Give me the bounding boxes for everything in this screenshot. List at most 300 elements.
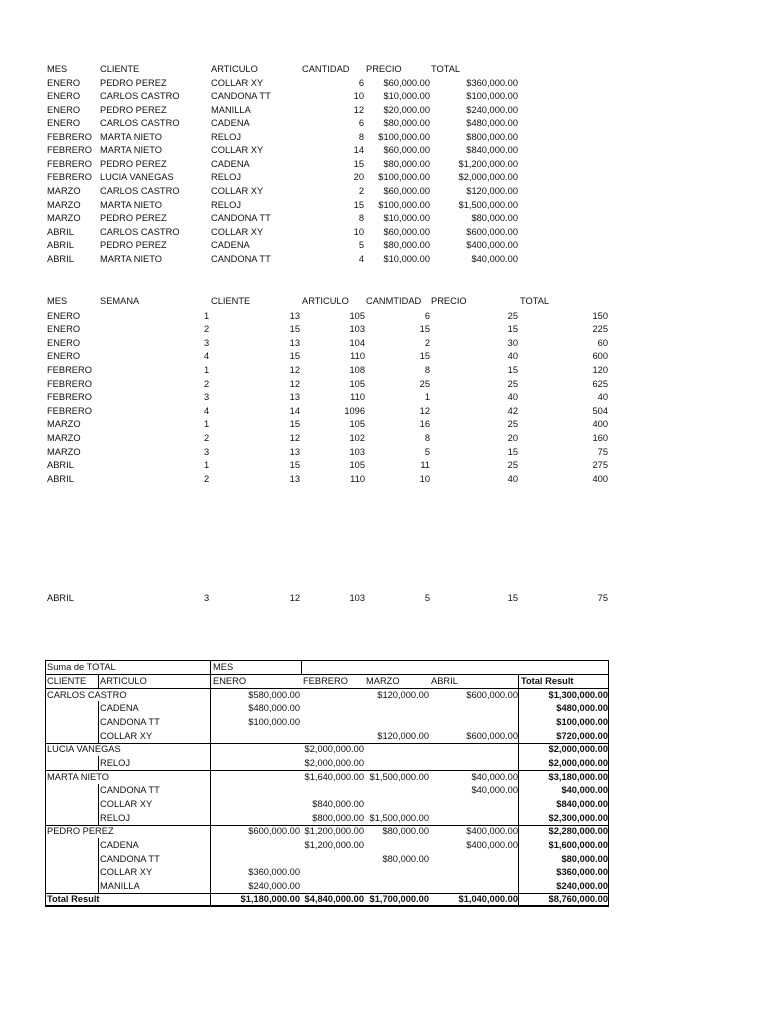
table2-header (0, 295, 768, 308)
cell-cantidad: 8 (358, 213, 364, 224)
cell-cantidad: 15 (353, 158, 364, 169)
cell-articulo: COLLAR XY (211, 145, 264, 156)
cell-mes: ENERO (47, 351, 81, 362)
table1-row (0, 90, 768, 103)
t2-header-cantidad: CANMTIDAD (366, 296, 422, 306)
pivot-grand-total-row (45, 893, 609, 907)
cell-articulo: 108 (349, 364, 365, 375)
cell-mes: MARZO (47, 419, 81, 430)
pivot-cell-febrero: $2,000,000.00 (304, 757, 364, 768)
cell-cliente: PEDRO PEREZ (100, 104, 167, 115)
t2-header-total: TOTAL (520, 296, 550, 306)
cell-cantidad: 12 (353, 104, 364, 115)
cell-mes: ABRIL (47, 460, 74, 471)
table2-row (0, 364, 768, 377)
cell-total: 160 (592, 432, 608, 443)
cell-precio: 15 (507, 593, 518, 603)
pivot-cell-febrero: $2,000,000.00 (304, 744, 364, 755)
cell-precio: $10,000.00 (383, 253, 430, 264)
cell-articulo: CANDONA TT (211, 253, 271, 264)
table2-row (0, 432, 768, 445)
cell-total: 504 (592, 405, 608, 416)
cell-mes: FEBRERO (47, 378, 92, 389)
cell-mes: MARZO (47, 186, 81, 197)
cell-semana: 3 (204, 337, 210, 348)
cell-cantidad: 5 (358, 240, 364, 251)
pivot-cell-enero: $240,000.00 (248, 880, 300, 891)
pivot-row (45, 730, 609, 744)
pivot-cell-articulo: RELOJ (100, 812, 130, 823)
pivot-grand-total-total: $8,760,000.00 (548, 894, 608, 904)
cell-cantidad: 10 (419, 473, 430, 484)
pivot-row (45, 757, 609, 771)
pivot-row (45, 853, 609, 867)
table2-row (0, 378, 768, 391)
cell-articulo: 110 (350, 351, 365, 362)
cell-cantidad: 5 (424, 593, 430, 603)
cell-cliente: 12 (289, 432, 300, 443)
pivot-cell-articulo: MANILLA (100, 880, 140, 891)
pivot-cell-febrero: $1,640,000.00 (304, 771, 364, 782)
cell-mes: ABRIL (47, 226, 74, 237)
cell-cantidad: 6 (424, 310, 430, 321)
cell-total: 75 (597, 593, 608, 603)
cell-mes: ENERO (47, 118, 81, 129)
pivot-table (45, 660, 609, 906)
pivot-title: Suma de TOTAL (47, 661, 116, 672)
cell-semana: 3 (204, 392, 210, 403)
pivot-row (45, 825, 609, 839)
cell-cliente: MARTA NIETO (100, 253, 162, 264)
table2-row (0, 350, 768, 363)
pivot-header-abril: ABRIL (431, 675, 458, 686)
pivot-header-total-result: Total Result (521, 675, 574, 686)
pivot-cell-articulo: COLLAR XY (100, 730, 153, 741)
table2-row (0, 418, 768, 431)
pivot-header-marzo: MARZO (366, 675, 400, 686)
cell-precio: 15 (507, 446, 518, 457)
cell-articulo: CADENA (211, 118, 250, 129)
cell-mes: ENERO (47, 91, 81, 102)
cell-cantidad: 8 (424, 432, 430, 443)
cell-articulo: COLLAR XY (211, 186, 264, 197)
pivot-cell-articulo: COLLAR XY (100, 798, 153, 809)
pivot-row (45, 716, 609, 730)
t2-header-articulo: ARTICULO (302, 296, 349, 306)
cell-mes: ENERO (47, 337, 81, 348)
cell-cantidad: 14 (353, 145, 364, 156)
cell-cliente: 15 (289, 324, 300, 335)
cell-cliente: 13 (289, 310, 300, 321)
pivot-cell-febrero: $1,200,000.00 (304, 839, 364, 850)
pivot-cell-enero: $360,000.00 (248, 867, 300, 878)
cell-mes: FEBRERO (47, 364, 92, 375)
cell-mes: MARZO (47, 446, 81, 457)
cell-mes: ABRIL (47, 473, 74, 484)
pivot-cell-total: $2,300,000.00 (548, 812, 608, 823)
cell-articulo: RELOJ (211, 199, 241, 210)
pivot-cell-febrero: $800,000.00 (312, 812, 364, 823)
table1-row (0, 131, 768, 144)
cell-cliente: LUCIA VANEGAS (100, 172, 174, 183)
table1-header (0, 63, 768, 76)
cell-cliente: 15 (289, 460, 300, 471)
pivot-header-articulo: ARTICULO (100, 675, 147, 686)
cell-articulo: COLLAR XY (211, 77, 264, 88)
cell-cliente: CARLOS CASTRO (100, 186, 180, 197)
pivot-cell-articulo: COLLAR XY (100, 867, 153, 878)
cell-cliente: 13 (289, 473, 300, 484)
cell-mes: ENERO (47, 77, 81, 88)
cell-mes: ABRIL (47, 253, 74, 264)
cell-cliente: PEDRO PEREZ (100, 240, 167, 251)
pivot-cell-total: $2,000,000.00 (548, 757, 608, 768)
pivot-mes-label: MES (213, 661, 234, 672)
cell-precio: $100,000.00 (378, 131, 430, 142)
pivot-cell-total: $2,000,000.00 (548, 744, 608, 755)
cell-articulo: COLLAR XY (211, 226, 264, 237)
cell-cantidad: 4 (358, 253, 364, 264)
cell-articulo: 110 (350, 392, 365, 403)
cell-precio: 40 (507, 392, 518, 403)
table1-row (0, 104, 768, 117)
pivot-row (45, 880, 609, 894)
cell-total: 625 (592, 378, 608, 389)
t1-header-articulo: ARTICULO (211, 64, 258, 74)
cell-cantidad: 15 (353, 199, 364, 210)
cell-total: $400,000.00 (466, 240, 518, 251)
pivot-cell-marzo: $120,000.00 (377, 730, 429, 741)
cell-cantidad: 11 (420, 460, 430, 471)
t1-header-precio: PRECIO (366, 64, 402, 74)
cell-mes: ENERO (47, 104, 81, 115)
cell-cantidad: 8 (424, 364, 430, 375)
pivot-grand-total-abril: $1,040,000.00 (458, 894, 518, 904)
pivot-cell-abril: $400,000.00 (466, 839, 518, 850)
pivot-cell-marzo: $80,000.00 (382, 826, 429, 837)
t1-header-mes: MES (47, 64, 68, 74)
cell-semana: 1 (204, 364, 210, 375)
cell-articulo: RELOJ (211, 172, 241, 183)
cell-mes: ENERO (47, 324, 81, 335)
pivot-cell-abril: $400,000.00 (466, 826, 518, 837)
t2-header-semana: SEMANA (100, 296, 140, 306)
pivot-cell-articulo: CADENA (100, 703, 139, 714)
table1-row (0, 212, 768, 225)
pivot-cell-abril: $600,000.00 (466, 689, 518, 700)
cell-cliente: CARLOS CASTRO (100, 91, 180, 102)
pivot-cell-articulo: CADENA (100, 839, 139, 850)
cell-mes: FEBRERO (47, 392, 92, 403)
pivot-header-row (45, 675, 609, 689)
cell-mes: ENERO (47, 310, 81, 321)
pivot-header-febrero: FEBRERO (303, 675, 348, 686)
cell-cantidad: 2 (424, 337, 430, 348)
table2-row (0, 391, 768, 404)
cell-articulo: 110 (350, 473, 365, 484)
pivot-cell-total: $2,280,000.00 (548, 826, 608, 837)
cell-precio: $60,000.00 (383, 77, 430, 88)
cell-cliente: PEDRO PEREZ (100, 213, 167, 224)
pivot-cell-enero: $100,000.00 (248, 716, 300, 727)
cell-articulo: CANDONA TT (211, 91, 271, 102)
cell-precio: $80,000.00 (383, 158, 430, 169)
cell-articulo: 103 (349, 324, 365, 335)
cell-cliente: 15 (289, 351, 300, 362)
cell-semana: 4 (204, 405, 210, 416)
cell-total: 75 (597, 446, 608, 457)
cell-precio: 15 (507, 364, 518, 375)
pivot-cell-total: $1,600,000.00 (548, 839, 608, 850)
table2-row (0, 459, 768, 472)
pivot-cell-articulo: RELOJ (100, 757, 130, 768)
pivot-cell-total: $80,000.00 (561, 853, 608, 864)
cell-cliente: MARTA NIETO (100, 131, 162, 142)
cell-semana: 2 (204, 324, 210, 335)
cell-semana: 2 (204, 473, 210, 484)
cell-cantidad: 5 (424, 446, 430, 457)
cell-semana: 3 (204, 446, 210, 457)
pivot-header-enero: ENERO (213, 675, 247, 686)
cell-articulo: CADENA (211, 158, 250, 169)
table2-row (0, 337, 768, 350)
pivot-cell-cliente: PEDRO PEREZ (47, 826, 114, 837)
cell-precio: 40 (507, 351, 518, 362)
cell-precio: $20,000.00 (383, 104, 430, 115)
pivot-cell-total: $3,180,000.00 (548, 771, 608, 782)
cell-precio: 25 (507, 419, 518, 430)
cell-cliente: CARLOS CASTRO (100, 118, 180, 129)
pivot-row (45, 689, 609, 703)
cell-cantidad: 2 (358, 186, 364, 197)
cell-mes: MARZO (47, 432, 81, 443)
cell-total: $480,000.00 (466, 118, 518, 129)
cell-cliente: MARTA NIETO (100, 145, 162, 156)
pivot-grand-total-label: Total Result (47, 894, 100, 904)
cell-semana: 2 (204, 378, 210, 389)
cell-cliente: 14 (289, 405, 300, 416)
pivot-row (45, 784, 609, 798)
table1-row (0, 158, 768, 171)
t1-header-cantidad: CANTIDAD (302, 64, 350, 74)
cell-total: 400 (592, 419, 608, 430)
cell-total: $120,000.00 (466, 186, 518, 197)
cell-cliente: 13 (289, 446, 300, 457)
cell-semana: 3 (204, 593, 210, 603)
pivot-title-row (45, 661, 609, 675)
table2-row (0, 473, 768, 486)
cell-precio: $60,000.00 (383, 186, 430, 197)
table2-row (0, 405, 768, 418)
pivot-cell-articulo: CANDONA TT (100, 716, 160, 727)
pivot-cell-marzo: $120,000.00 (377, 689, 429, 700)
cell-mes: FEBRERO (47, 172, 92, 183)
pivot-row (45, 866, 609, 880)
cell-mes: FEBRERO (47, 158, 92, 169)
cell-cliente: 13 (289, 337, 300, 348)
cell-articulo: 103 (349, 446, 365, 457)
pivot-row (45, 743, 609, 757)
cell-mes: FEBRERO (47, 145, 92, 156)
cell-total: $360,000.00 (466, 77, 518, 88)
cell-total: $100,000.00 (466, 91, 518, 102)
cell-cliente: MARTA NIETO (100, 199, 162, 210)
cell-precio: 15 (507, 324, 518, 335)
cell-articulo: CADENA (211, 240, 250, 251)
cell-cantidad: 10 (353, 226, 364, 237)
table1-row (0, 185, 768, 198)
pivot-cell-total: $100,000.00 (556, 716, 608, 727)
t2-header-mes: MES (47, 296, 68, 306)
cell-articulo: 104 (349, 337, 365, 348)
cell-articulo: MANILLA (211, 104, 251, 115)
pivot-grand-total-enero: $1,180,000.00 (240, 894, 300, 904)
cell-total: $800,000.00 (466, 131, 518, 142)
t1-header-total: TOTAL (431, 64, 461, 74)
cell-precio: 20 (507, 432, 518, 443)
pivot-cell-enero: $600,000.00 (248, 826, 300, 837)
cell-total: $80,000.00 (471, 213, 518, 224)
cell-semana: 1 (204, 460, 210, 471)
cell-cantidad: 10 (353, 91, 364, 102)
cell-total: $40,000.00 (471, 253, 518, 264)
cell-cantidad: 25 (419, 378, 430, 389)
pivot-row (45, 702, 609, 716)
pivot-cell-cliente: MARTA NIETO (47, 771, 109, 782)
cell-semana: 4 (204, 351, 210, 362)
cell-cliente: 12 (289, 378, 300, 389)
pivot-row (45, 771, 609, 785)
cell-precio: $80,000.00 (383, 118, 430, 129)
pivot-cell-enero: $580,000.00 (248, 689, 300, 700)
pivot-row (45, 798, 609, 812)
cell-precio: $10,000.00 (383, 91, 430, 102)
pivot-cell-total: $360,000.00 (556, 867, 608, 878)
table2-row (0, 446, 768, 459)
pivot-header-cliente: CLIENTE (47, 675, 87, 686)
cell-total: $2,000,000.00 (458, 172, 518, 183)
cell-total: 275 (592, 460, 608, 471)
cell-total: 60 (597, 337, 608, 348)
pivot-cell-febrero: $1,200,000.00 (304, 826, 364, 837)
cell-articulo: 105 (349, 378, 365, 389)
cell-cantidad: 12 (419, 405, 430, 416)
cell-total: $600,000.00 (466, 226, 518, 237)
cell-cantidad: 1 (424, 392, 430, 403)
cell-cantidad: 15 (419, 324, 430, 335)
cell-total: $1,500,000.00 (458, 199, 518, 210)
table2-extra-row (0, 592, 768, 605)
cell-precio: 25 (507, 378, 518, 389)
cell-precio: 25 (507, 460, 518, 471)
pivot-cell-total: $240,000.00 (556, 880, 608, 891)
cell-cliente: 12 (289, 364, 300, 375)
cell-cantidad: 8 (358, 131, 364, 142)
table1-row (0, 253, 768, 266)
cell-precio: $100,000.00 (378, 172, 430, 183)
pivot-cell-articulo: CANDONA TT (100, 853, 160, 864)
cell-total: 225 (592, 324, 608, 335)
pivot-row (45, 839, 609, 853)
cell-semana: 1 (204, 310, 210, 321)
cell-cantidad: 20 (353, 172, 364, 183)
cell-articulo: 105 (349, 310, 365, 321)
cell-mes: FEBRERO (47, 405, 92, 416)
pivot-cell-febrero: $840,000.00 (312, 798, 364, 809)
cell-mes: MARZO (47, 199, 81, 210)
cell-semana: 1 (204, 419, 210, 430)
pivot-grand-total-marzo: $1,700,000.00 (369, 894, 429, 904)
cell-cliente: CARLOS CASTRO (100, 226, 180, 237)
cell-articulo: 103 (349, 593, 365, 603)
cell-cantidad: 6 (358, 77, 364, 88)
pivot-row (45, 812, 609, 826)
cell-cliente: 13 (289, 392, 300, 403)
cell-precio: $60,000.00 (383, 226, 430, 237)
cell-mes: ABRIL (47, 240, 74, 251)
cell-articulo: CANDONA TT (211, 213, 271, 224)
cell-cantidad: 16 (419, 419, 430, 430)
cell-precio: $60,000.00 (383, 145, 430, 156)
t2-header-precio: PRECIO (431, 296, 467, 306)
cell-mes: ABRIL (47, 593, 74, 603)
cell-articulo: 105 (349, 460, 365, 471)
cell-precio: 40 (507, 473, 518, 484)
cell-total: 400 (592, 473, 608, 484)
table1-row (0, 199, 768, 212)
cell-cliente: PEDRO PEREZ (100, 158, 167, 169)
pivot-cell-marzo: $80,000.00 (382, 853, 429, 864)
table1-row (0, 171, 768, 184)
cell-total: $1,200,000.00 (458, 158, 518, 169)
cell-precio: $10,000.00 (383, 213, 430, 224)
cell-cliente: 15 (289, 419, 300, 430)
pivot-cell-abril: $600,000.00 (466, 730, 518, 741)
pivot-cell-total: $40,000.00 (561, 785, 608, 796)
pivot-cell-cliente: CARLOS CASTRO (47, 689, 127, 700)
cell-cantidad: 15 (419, 351, 430, 362)
table2-row (0, 310, 768, 323)
table1-row (0, 239, 768, 252)
cell-total: 600 (592, 351, 608, 362)
cell-cliente: 12 (289, 593, 300, 603)
cell-precio: $80,000.00 (383, 240, 430, 251)
cell-articulo: 102 (349, 432, 365, 443)
pivot-cell-marzo: $1,500,000.00 (369, 771, 429, 782)
t1-header-cliente: CLIENTE (100, 64, 140, 74)
pivot-cell-total: $1,300,000.00 (548, 689, 608, 700)
cell-articulo: 105 (349, 419, 365, 430)
pivot-grand-total-febrero: $4,840,000.00 (304, 894, 364, 904)
cell-cantidad: 6 (358, 118, 364, 129)
cell-cliente: PEDRO PEREZ (100, 77, 167, 88)
cell-semana: 2 (204, 432, 210, 443)
pivot-cell-total: $840,000.00 (556, 798, 608, 809)
cell-total: $840,000.00 (466, 145, 518, 156)
cell-articulo: 1096 (344, 405, 365, 416)
cell-mes: FEBRERO (47, 131, 92, 142)
cell-total: $240,000.00 (466, 104, 518, 115)
cell-total: 120 (592, 364, 608, 375)
table1-row (0, 77, 768, 90)
table1-row (0, 226, 768, 239)
pivot-cell-marzo: $1,500,000.00 (369, 812, 429, 823)
table1-row (0, 144, 768, 157)
cell-precio: $100,000.00 (378, 199, 430, 210)
cell-articulo: RELOJ (211, 131, 241, 142)
pivot-cell-total: $480,000.00 (556, 703, 608, 714)
table1-row (0, 117, 768, 130)
